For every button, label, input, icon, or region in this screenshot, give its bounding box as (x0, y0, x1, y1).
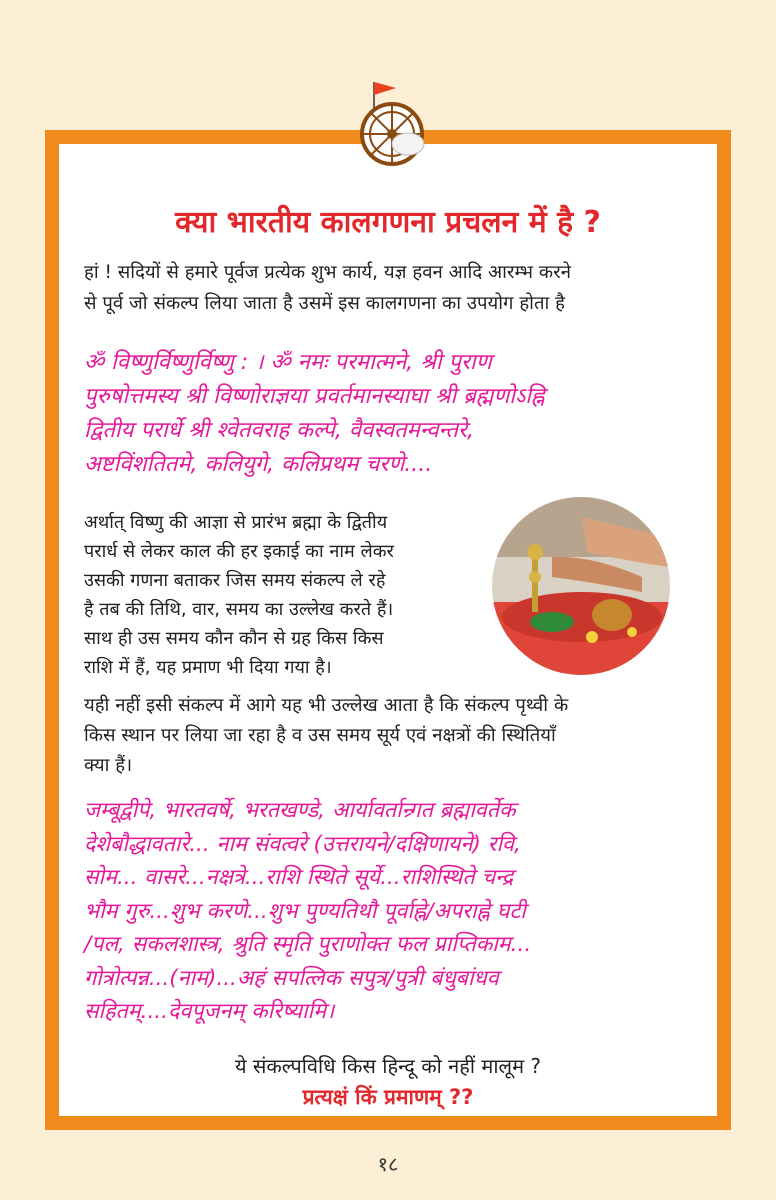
intro-paragraph (84, 257, 571, 319)
mantra-line: सहितम्....देवपूजनम् करिष्यामि। (84, 999, 335, 1024)
explanation-line: राशि में हैं, यह प्रमाण भी दिया गया है। (84, 657, 332, 678)
closing-proof: प्रत्यक्षं किं प्रमाणम् ?? (302, 1085, 474, 1109)
sankalp-mantra-opening (84, 346, 545, 482)
mantra-line: गोत्रोत्पन्न...(नाम)...अहं सपत्लिक सपुत्र/पुत्री बंधुबांधव (84, 965, 499, 991)
explanation-line: है तब की तिथि, वार, समय का उल्लेख करते हैं। (84, 599, 394, 620)
intro-line: से पूर्व जो संकल्प लिया जाता है उसमें इस कालगणना का उपयोग होता है (84, 293, 566, 314)
continuation-paragraph (84, 691, 568, 781)
sankalp-mantra-location (84, 794, 531, 1029)
explanation-line: उसकी गणना बताकर जिस समय संकल्प ले रहे (84, 570, 386, 591)
mantra-line: पुरुषोत्तमस्य श्री विष्णोराज्ञया प्रवर्तमानस्याघा श्री ब्रह्मणोऽह्नि (84, 384, 545, 409)
mantra-line: जम्बूद्वीपे, भारतवर्षे, भरतखण्डे, आर्यावर्तान्र्गत ब्रह्मावर्तेक (84, 798, 516, 823)
puja-ritual-photo (492, 497, 670, 675)
mantra-line: ॐ विष्णुर्विष्णुर्विष्णु : । ॐ नमः परमात्मने, श्री पुराण (84, 350, 492, 375)
mantra-line: भौम गुरु...शुभ करणे...शुभ पुण्यतिथौ पूर्वाह्ने/अपराह्ने घटी (84, 898, 526, 924)
mantra-line: अष्टविंशतितमे, कलियुगे, कलिप्रथम चरणे.... (84, 452, 433, 477)
explanation-line: परार्ध से लेकर काल की हर इकाई का नाम लेकर (84, 541, 394, 562)
mantra-line: द्वितीय परार्धे श्री श्वेतवराह कल्पे, वैवस्वतमन्वन्तरे, (84, 418, 474, 443)
page-title: क्या भारतीय कालगणना प्रचलन में है ? (175, 205, 601, 240)
continuation-line: यही नहीं इसी संकल्प में आगे यह भी उल्लेख आता है कि संकल्प पृथ्वी के (84, 695, 569, 716)
dharma-chakra-flag-emblem (352, 78, 432, 168)
mantra-line: देशेबौद्धावतारे... नाम संवत्वरे (उत्तरायने/दक्षिणायने) रवि, (84, 831, 521, 857)
explanation-paragraph (84, 508, 394, 682)
continuation-line: किस स्थान पर लिया जा रहा है व उस समय सूर्य एवं नक्षत्रों की स्थितियाँ (84, 725, 556, 746)
mantra-line: /पल, सकलशास्त्र, श्रुति स्मृति पुराणोक्त फल प्राप्तिकाम... (84, 932, 532, 957)
explanation-line: अर्थात् विष्णु की आज्ञा से प्रारंभ ब्रह्मा के द्वितीय (84, 512, 388, 533)
explanation-line: साथ ही उस समय कौन कौन से ग्रह किस किस (84, 628, 384, 649)
closing-question: ये संकल्पविधि किस हिन्दू को नहीं मालूम ? (234, 1054, 542, 1078)
intro-line: हां ! सदियों से हमारे पूर्वज प्रत्येक शुभ कार्य, यज्ञ हवन आदि आरम्भ करने (84, 262, 571, 283)
continuation-line: क्या हैं। (84, 755, 133, 776)
mantra-line: सोम... वासरे...नक्षत्रे...राशि स्थिते सूर्ये...राशिस्थिते चन्द्र (84, 865, 514, 890)
page-number: १८ (377, 1152, 399, 1176)
